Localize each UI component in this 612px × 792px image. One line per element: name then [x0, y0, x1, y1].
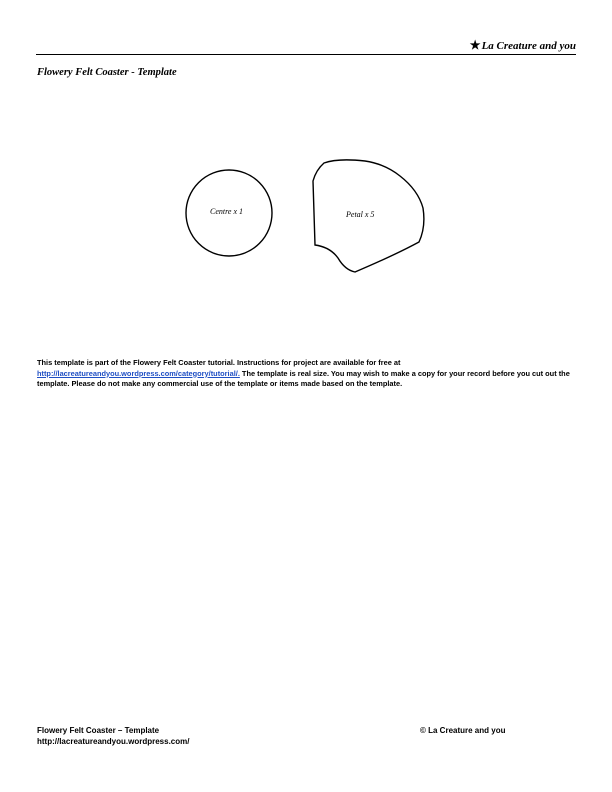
template-note [37, 358, 583, 390]
tutorial-link[interactable]: http://lacreatureandyou.wordpress.com/category/tutorial/. [37, 368, 240, 378]
star-icon: ★ [469, 38, 481, 52]
header-divider [36, 54, 576, 55]
center-shape-label: Centre x 1 [210, 207, 244, 216]
note-text-after: The template is real size. You may wish to make a copy for your record before you cut out the template. Please do not make any commercial use of the template or items made based on the template. [37, 368, 570, 388]
footer-title: Flowery Felt Coaster – Template [37, 726, 160, 735]
footer-left [37, 725, 189, 747]
template-shapes [180, 150, 440, 280]
petal-shape-label: Petal x 5 [346, 210, 375, 219]
footer-url[interactable]: http://lacreatureandyou.wordpress.com/ [37, 737, 190, 746]
header-brand [470, 38, 576, 53]
footer-copyright: © La Creature and you [420, 726, 506, 735]
document-title: Flowery Felt Coaster - Template [37, 67, 177, 78]
note-text-before: This template is part of the Flowery Felt Coaster tutorial. Instructions for project are available for free at [37, 358, 401, 367]
brand-name: La Creature and you [481, 40, 576, 52]
